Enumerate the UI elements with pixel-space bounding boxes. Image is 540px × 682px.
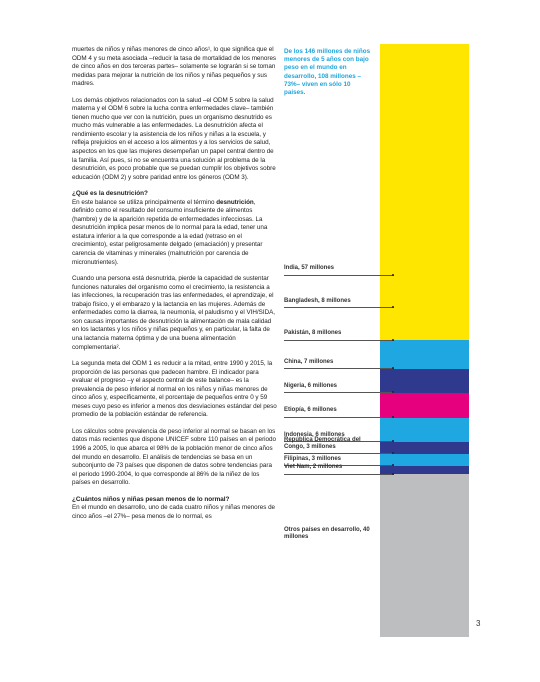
paragraph: Cuando una persona está desnutrida, pierde la capacidad de sustentar funciones naturales del organismo como el crecimiento, la resistencia a las infecciones, la recuperación tras las enfermedades, el aprendizaje, el trabajo físico, y el embarazo y la lactancia en las mujeres. Además de enfermedades como la diarrea, la neumonía, el paludismo y el VIH/SIDA, son causas importantes de desnutrición la alimentación de mala calidad en los lactantes y los niños y niñas pequeños y, en particular, la falta de una lactancia materna óptima y de una buena alimentación complementaria². <box>72 275 276 351</box>
bar-segment <box>380 308 469 340</box>
segment-label: Filipinas, 3 millones <box>284 456 342 463</box>
bar-segment <box>380 44 469 276</box>
bar-segment <box>380 474 469 636</box>
segment-label: Otros países en desarrollo, 40 millones <box>284 526 370 540</box>
leader-line <box>284 453 394 454</box>
segment-label: Etiopía, 6 millones <box>284 407 337 414</box>
text-run: En este balance se utiliza principalmente el término <box>72 198 215 206</box>
chart-caption: De los 146 millones de niños menores de 5 años con bajo peso en el mundo en desarrollo, 108 millones –73%– viven en sólo 10 países. <box>284 48 371 97</box>
leader-line <box>284 275 394 276</box>
body-text-column <box>72 46 277 529</box>
segment-label: Viet Nam, 2 millones <box>284 464 343 471</box>
segment-label: Pakistán, 8 millones <box>284 330 342 337</box>
leader-line <box>284 417 394 418</box>
paragraph: muertes de niños y niñas menores de cinco años¹, lo que significa que el ODM 4 y su meta asociada –reducir la tasa de mortalidad de los menores de cinco años en dos terceras partes– solamente se lograrán si se toman medidas para mejorar la nutrición de los niños y niñas pequeños y sus madres. <box>72 46 277 88</box>
chart-labels <box>284 0 380 682</box>
leader-line <box>284 307 394 308</box>
leader-dot <box>392 306 394 308</box>
section-heading: ¿Qué es la desnutrición? <box>72 190 148 198</box>
page-number: 3 <box>476 619 481 628</box>
section-heading: ¿Cuántos niños y niñas pesan menos de lo normal? <box>72 495 230 503</box>
paragraph <box>72 199 277 267</box>
paragraph: La segunda meta del ODM 1 es reducir a la mitad, entre 1990 y 2015, la proporción de las personas que padecen hambre. El indicador para evaluar el progreso –y el aspecto central de este balance– es la prevalencia de peso inferior al normal en los niños y niñas menores de cinco años y, específicamente, el porcentaje de pequeños entre 0 y 59 meses cuyo peso es inferior a menos dos desviaciones estándar del peso promedio de la población estándar de referencia. <box>72 360 277 419</box>
paragraph: Los cálculos sobre prevalencia de peso inferior al normal se basan en los datos más recientes que dispone UNICEF sobre 110 países en el periodo 1996 a 2005, lo que abarca el 98% de la población menor de cinco años del mundo en desarrollo. El análisis de tendencias se basa en un subconjunto de 73 países que disponen de datos sobre tendencias para el periodo 1990-2004, lo que corresponde al 86% de la niñez de los países en desarrollo. <box>72 427 276 487</box>
paragraph: En el mundo en desarrollo, uno de cada cuatro niños y niñas menores de cinco años –el 27%– pesa menos de lo normal, es <box>72 504 276 520</box>
leader-dot <box>392 274 394 276</box>
leader-dot <box>392 416 394 418</box>
leader-dot <box>392 367 394 369</box>
bar-segment <box>380 369 469 393</box>
leader-line <box>284 340 394 341</box>
leader-line <box>284 392 394 393</box>
bar-segment <box>380 418 469 442</box>
segment-label: República Democrática del Congo, 3 millones <box>284 436 361 450</box>
leader-line <box>284 474 394 475</box>
leader-line <box>284 368 394 369</box>
segment-label: Indonesia, 6 millones <box>284 431 345 438</box>
segment-label: Nigeria, 6 millones <box>284 383 338 389</box>
stacked-bar-chart <box>380 44 469 637</box>
segment-label: China, 7 millones <box>284 358 334 365</box>
leader-dot <box>392 339 394 341</box>
leader-dot <box>392 473 394 475</box>
segment-label: India, 57 millones <box>284 265 335 272</box>
paragraph: Los demás objetivos relacionados con la salud –el ODM 5 sobre la salud materna y el ODM 6 sobre la lucha contra enfermedades clave– también tienen mucho que ver con la nutrición, pues un organismo desnutrido es mucho más vulnerable a las enfermedades. La desnutrición afecta el rendimiento escolar y la asistencia de los niños y niñas a la escuela, y refleja prejuicios en el acceso a los alimentos y a los servicios de salud, aspectos en los que las mujeres desempeñan un papel central dentro de la familia. Así pues, si no se encuentra una solución al problema de la desnutrición, es poco probable que se puedan cumplir los objetivos sobre educación (ODM 2) y sobre paridad entre los géneros (ODM 3). <box>72 96 276 181</box>
text-run: , definido como el resultado del consumo insuficiente de alimentos (hambre) y de la aparición repetida de enfermedades infecciosas. La desnutrición implica pesar menos de lo normal para la edad, tener una estatura inferior a la que corresponde a la edad (retraso en el crecimiento), estar peligrosamente delgado (emaciación) y presentar carencia de vitaminas y minerales (malnutrición por carencia de micronutrientes). <box>72 198 268 266</box>
segment-label: Bangladesh, 8 millones <box>284 297 351 304</box>
term-bold: desnutrición <box>216 198 254 206</box>
bar-segment <box>380 340 469 368</box>
bar-segment <box>380 393 469 417</box>
bar-segment <box>380 276 469 308</box>
leader-dot <box>392 440 394 442</box>
